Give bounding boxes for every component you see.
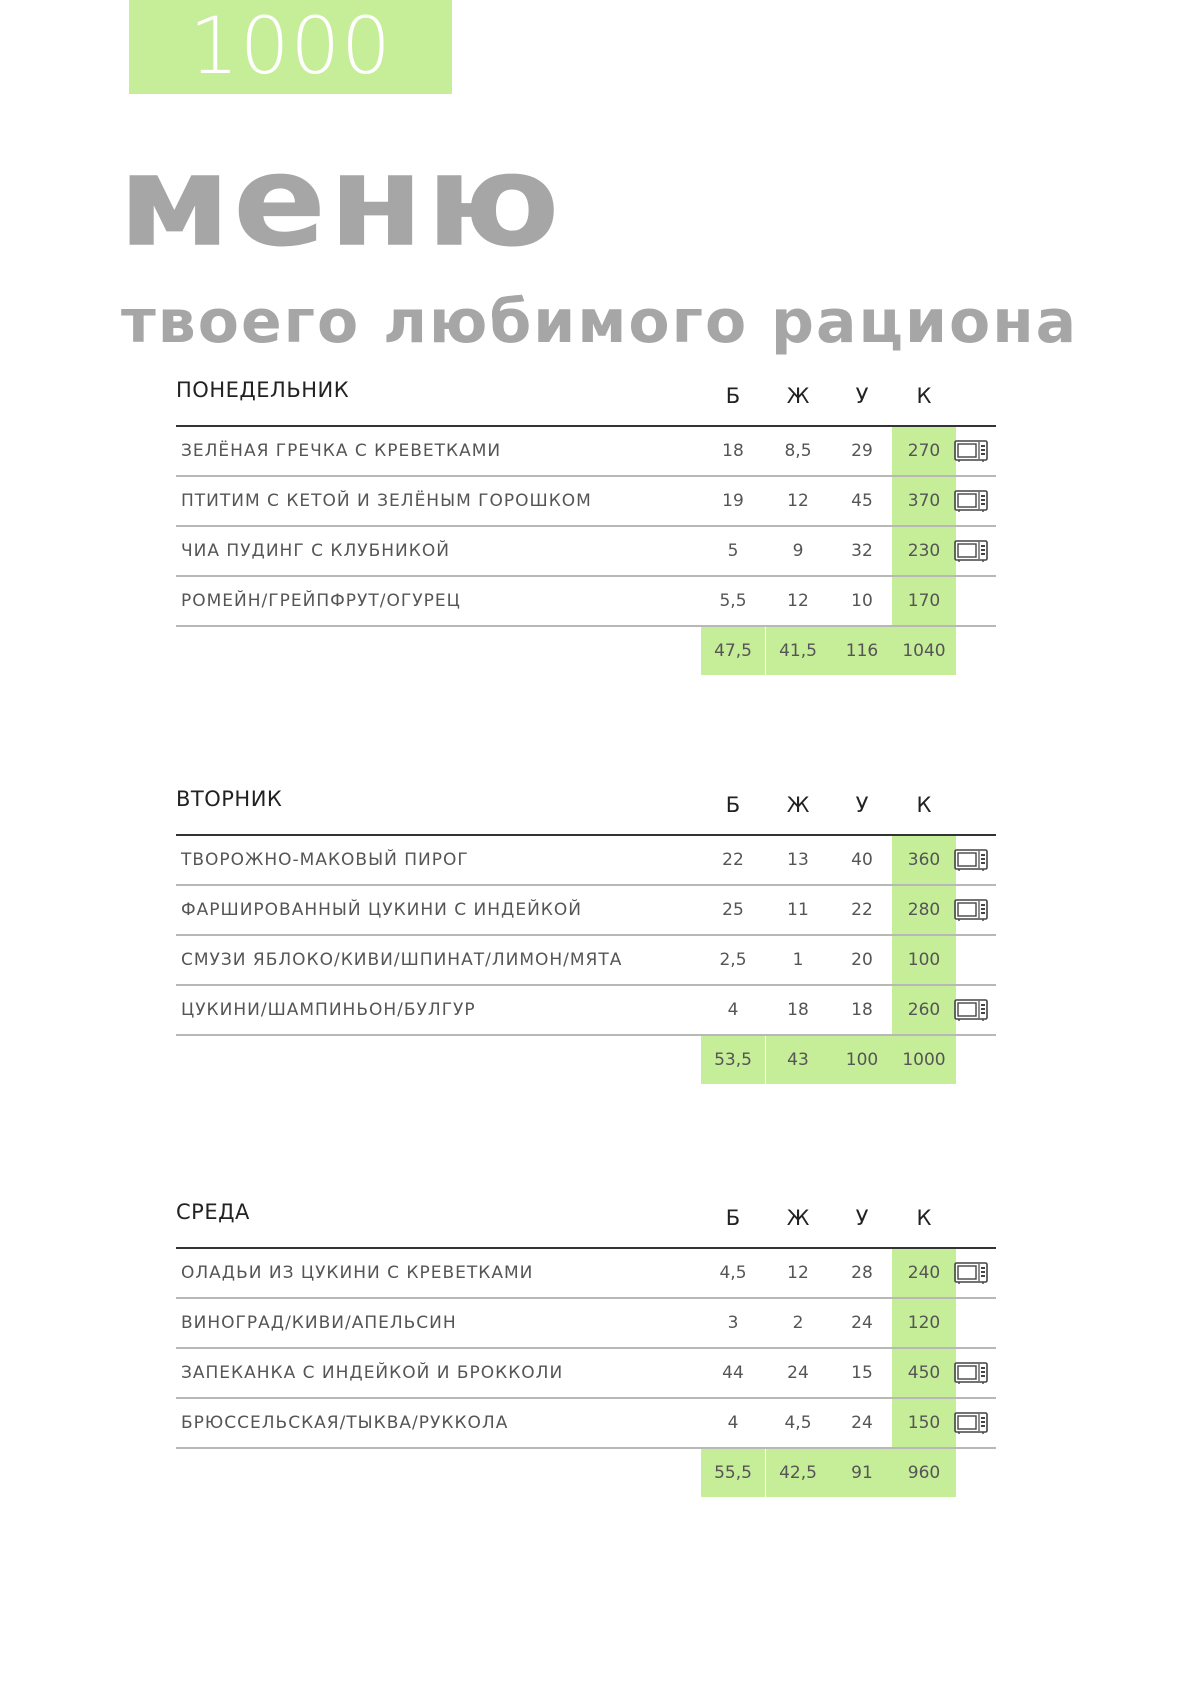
meal-row [176,986,996,1036]
column-header-u: У [855,793,869,817]
column-header-k: К [916,793,932,817]
meal-u: 15 [851,1363,873,1383]
microwave-icon [954,439,988,463]
meal-row [176,1349,996,1399]
meal-k: 370 [892,477,956,525]
meal-row [176,836,996,886]
meal-row [176,886,996,936]
meal-b: 4 [727,1413,739,1433]
meal-zh: 18 [787,1000,809,1020]
meal-zh: 9 [792,541,804,561]
column-header-b: Б [725,384,741,408]
microwave-icon [954,1411,988,1435]
meal-k: 450 [892,1349,956,1397]
microwave-icon [954,489,988,513]
total-zh: 41,5 [766,627,830,675]
column-header-b: Б [725,1206,741,1230]
day-section-3 [176,1196,996,1497]
day-section-1 [176,374,996,675]
meal-b: 5 [727,541,739,561]
meal-b: 44 [722,1363,744,1383]
meal-b: 19 [722,491,744,511]
meal-zh: 2 [792,1313,804,1333]
total-u: 91 [830,1449,894,1497]
meal-u: 22 [851,900,873,920]
day-name: СРЕДА [176,1200,250,1224]
meal-u: 40 [851,850,873,870]
meal-b: 3 [727,1313,739,1333]
microwave-icon [954,1261,988,1285]
meal-k: 260 [892,986,956,1034]
total-u: 116 [830,627,894,675]
meal-row [176,1399,996,1449]
column-header-zh: Ж [786,793,810,817]
day-section-2 [176,783,996,1084]
meal-zh: 12 [787,591,809,611]
microwave-icon [954,1361,988,1385]
meal-b: 5,5 [719,591,747,611]
total-u: 100 [830,1036,894,1084]
meal-row [176,577,996,627]
column-header-u: У [855,384,869,408]
meal-name: ВИНОГРАД/КИВИ/АПЕЛЬСИН [181,1313,457,1333]
meal-k: 360 [892,836,956,884]
day-header [176,783,996,835]
column-header-zh: Ж [786,384,810,408]
meal-rows [176,1249,996,1449]
totals-row [176,1036,996,1084]
total-k: 1040 [892,627,956,675]
meal-name: ЗАПЕКАНКА С ИНДЕЙКОЙ И БРОККОЛИ [181,1363,564,1383]
meal-zh: 11 [787,900,809,920]
meal-b: 22 [722,850,744,870]
meal-rows [176,427,996,627]
meal-k: 240 [892,1249,956,1297]
meal-name: ПТИТИМ С КЕТОЙ И ЗЕЛЁНЫМ ГОРОШКОМ [181,491,592,511]
total-b: 53,5 [701,1036,765,1084]
meal-name: ЦУКИНИ/ШАМПИНЬОН/БУЛГУР [181,1000,476,1020]
meal-u: 24 [851,1413,873,1433]
meal-b: 18 [722,441,744,461]
meal-name: ЧИА ПУДИНГ С КЛУБНИКОЙ [181,541,450,561]
meal-zh: 4,5 [784,1413,812,1433]
meal-u: 32 [851,541,873,561]
meal-row [176,427,996,477]
microwave-icon [954,898,988,922]
page-title: меню [118,126,562,276]
column-header-k: К [916,384,932,408]
column-header-u: У [855,1206,869,1230]
meal-k: 150 [892,1399,956,1447]
microwave-icon [954,848,988,872]
meal-u: 24 [851,1313,873,1333]
day-header [176,1196,996,1248]
meal-rows [176,836,996,1036]
total-k: 1000 [892,1036,956,1084]
meal-u: 18 [851,1000,873,1020]
meal-row [176,527,996,577]
meal-b: 4 [727,1000,739,1020]
meal-k: 120 [892,1299,956,1347]
total-zh: 43 [766,1036,830,1084]
meal-u: 45 [851,491,873,511]
meal-zh: 12 [787,491,809,511]
calorie-badge [129,0,452,94]
meal-zh: 8,5 [784,441,812,461]
meal-k: 270 [892,427,956,475]
meal-name: РОМЕЙН/ГРЕЙПФРУТ/ОГУРЕЦ [181,591,461,611]
meal-zh: 13 [787,850,809,870]
day-name: ПОНЕДЕЛЬНИК [176,378,350,402]
meal-zh: 12 [787,1263,809,1283]
meal-row [176,1249,996,1299]
meal-u: 29 [851,441,873,461]
meal-b: 4,5 [719,1263,747,1283]
meal-k: 100 [892,936,956,984]
total-b: 55,5 [701,1449,765,1497]
column-header-b: Б [725,793,741,817]
meal-k: 280 [892,886,956,934]
meal-name: СМУЗИ ЯБЛОКО/КИВИ/ШПИНАТ/ЛИМОН/МЯТА [181,950,623,970]
total-k: 960 [892,1449,956,1497]
meal-name: ТВОРОЖНО-МАКОВЫЙ ПИРОГ [181,850,469,870]
meal-row [176,477,996,527]
meal-row [176,936,996,986]
meal-row [176,1299,996,1349]
meal-k: 230 [892,527,956,575]
microwave-icon [954,539,988,563]
meal-zh: 24 [787,1363,809,1383]
meal-u: 10 [851,591,873,611]
meal-b: 25 [722,900,744,920]
meal-name: БРЮССЕЛЬСКАЯ/ТЫКВА/РУККОЛА [181,1413,509,1433]
day-name: ВТОРНИК [176,787,283,811]
totals-row [176,627,996,675]
calorie-badge-value: 1000 [189,2,392,92]
page-subtitle: твоего любимого рациона [121,287,1079,357]
meal-u: 20 [851,950,873,970]
meal-name: ЗЕЛЁНАЯ ГРЕЧКА С КРЕВЕТКАМИ [181,441,502,461]
total-b: 47,5 [701,627,765,675]
column-header-zh: Ж [786,1206,810,1230]
total-zh: 42,5 [766,1449,830,1497]
meal-name: ОЛАДЬИ ИЗ ЦУКИНИ С КРЕВЕТКАМИ [181,1263,534,1283]
meal-k: 170 [892,577,956,625]
day-header [176,374,996,426]
meal-name: ФАРШИРОВАННЫЙ ЦУКИНИ С ИНДЕЙКОЙ [181,900,582,920]
meal-u: 28 [851,1263,873,1283]
microwave-icon [954,998,988,1022]
meal-b: 2,5 [719,950,747,970]
column-header-k: К [916,1206,932,1230]
meal-zh: 1 [792,950,804,970]
totals-row [176,1449,996,1497]
